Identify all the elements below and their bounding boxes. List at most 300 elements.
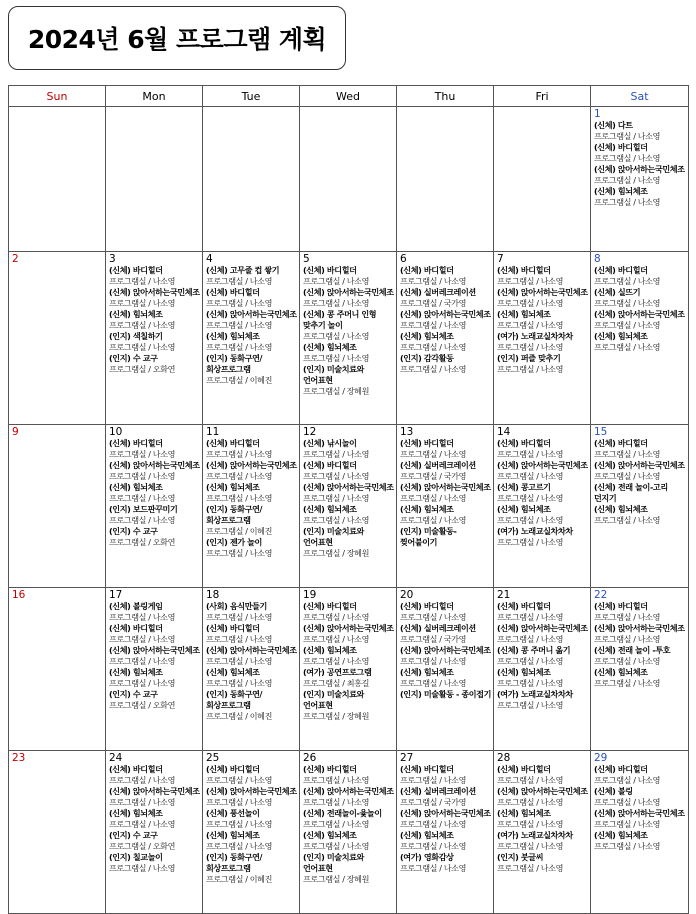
program-name: (신체) 힘뇌체조	[303, 504, 357, 514]
program-name: (인지) 보드판꾸미기	[109, 504, 178, 514]
page-title: 2024년 6월 프로그램 계획	[27, 25, 327, 54]
program-name: (인지) 수 교구	[109, 526, 158, 536]
program-room-staff: 프로그램실 / 나소영	[303, 819, 370, 829]
day-cell	[106, 425, 203, 588]
program-name: (신체) 앉아서하는국민체조	[109, 460, 200, 470]
program-name: (신체) 힘뇌체조	[400, 331, 454, 341]
program-name: (신체) 앉아서하는국민체조	[109, 287, 200, 297]
day-number: 6	[400, 253, 407, 265]
program-name: (인지) 동화구연/회상프로그램	[206, 852, 263, 873]
program-room-staff: 프로그램실 / 나소영	[206, 678, 273, 688]
day-number: 23	[12, 752, 26, 764]
day-cell	[300, 751, 397, 914]
program-name: (신체) 힘뇌체조	[497, 667, 551, 677]
week-row	[9, 588, 689, 751]
day-cell	[106, 588, 203, 751]
program-room-staff: 프로그램실 / 나소영	[594, 197, 661, 207]
program-room-staff: 프로그램실 / 이혜진	[206, 526, 273, 536]
program-name: (신체) 고무줄 컵 쌓기	[206, 265, 280, 275]
program-name: (여가) 노래교실차차차	[497, 830, 573, 840]
program-room-staff: 프로그램실 / 나소영	[594, 797, 661, 807]
program-room-staff: 프로그램실 / 나소영	[497, 276, 564, 286]
program-name: (신체) 앉아서하는국민체조	[594, 808, 685, 818]
program-room-staff: 프로그램실 / 장혜원	[303, 874, 370, 884]
program-room-staff: 프로그램실 / 나소영	[400, 449, 467, 459]
program-room-staff: 프로그램실 / 나소영	[497, 678, 564, 688]
program-name: (신체) 힘뇌체조	[206, 482, 260, 492]
program-name: (인지) 감각활동	[400, 353, 454, 363]
day-number: 5	[303, 253, 310, 265]
program-name: (인지) 칠교놀이	[109, 852, 163, 862]
program-name: (신체) 바디힐더	[594, 438, 648, 448]
program-name: (신체) 앉아서하는국민체조	[497, 623, 588, 633]
program-room-staff: 프로그램실 / 나소영	[109, 634, 176, 644]
day-number: 1	[594, 108, 601, 120]
program-room-staff: 프로그램실 / 나소영	[497, 841, 564, 851]
program-name: (신체) 전래놀이-윷놀이	[303, 808, 382, 818]
day-cell	[300, 107, 397, 252]
program-name: (신체) 바디힐더	[400, 265, 454, 275]
program-room-staff: 프로그램실 / 국가영	[400, 634, 467, 644]
program-room-staff: 프로그램실 / 나소영	[206, 775, 273, 785]
day-number: 3	[109, 253, 116, 265]
program-room-staff: 프로그램실 / 나소영	[109, 656, 176, 666]
program-name: (신체) 힘뇌체조	[303, 830, 357, 840]
program-name: (신체) 실버레크레이션	[400, 287, 476, 297]
program-name: (신체) 전래 놀이-고리 던지기	[594, 482, 668, 503]
weekday-header-tue: Tue	[203, 86, 300, 107]
program-room-staff: 프로그램실 / 나소영	[109, 342, 176, 352]
day-number: 11	[206, 426, 220, 438]
program-name: (신체) 바디힐더	[594, 764, 648, 774]
program-room-staff: 프로그램실 / 나소영	[303, 331, 370, 341]
program-name: (신체) 바디힐더	[594, 601, 648, 611]
program-name: (신체) 바디힐더	[497, 438, 551, 448]
day-cell	[300, 588, 397, 751]
day-cell	[397, 107, 494, 252]
program-room-staff: 프로그램실 / 나소영	[303, 493, 370, 503]
program-name: (신체) 실버레크레이션	[400, 623, 476, 633]
day-number: 25	[206, 752, 220, 764]
program-room-staff: 프로그램실 / 나소영	[497, 537, 564, 547]
program-name: (신체) 바디힐더	[303, 764, 357, 774]
program-room-staff: 프로그램실 / 국가영	[400, 797, 467, 807]
day-cell	[591, 252, 689, 425]
program-room-staff: 프로그램실 / 나소영	[594, 515, 661, 525]
program-room-staff: 프로그램실 / 나소영	[400, 364, 467, 374]
program-room-staff: 프로그램실 / 나소영	[400, 515, 467, 525]
program-room-staff: 프로그램실 / 오화연	[109, 841, 176, 851]
program-room-staff: 프로그램실 / 나소영	[497, 819, 564, 829]
program-room-staff: 프로그램실 / 나소영	[206, 342, 273, 352]
program-name: (신체) 앉아서하는국민체조	[109, 786, 200, 796]
program-name: (신체) 힘뇌체조	[594, 830, 648, 840]
program-name: (신체) 앉아서하는국민체조	[497, 287, 588, 297]
day-number: 18	[206, 589, 220, 601]
calendar-table	[8, 85, 689, 914]
program-name: (신체) 바디힐더	[206, 764, 260, 774]
program-name: (인지) 동화구연/회상프로그램	[206, 689, 263, 710]
program-room-staff: 프로그램실 / 나소영	[594, 678, 661, 688]
day-number: 2	[12, 253, 19, 265]
program-room-staff: 프로그램실 / 나소영	[303, 612, 370, 622]
program-name: (신체) 콩 주머니 인형 맞추기 놀이	[303, 309, 377, 330]
day-cell	[300, 425, 397, 588]
program-name: (여가) 공연프로그램	[303, 667, 372, 677]
program-room-staff: 프로그램실 / 나소영	[497, 364, 564, 374]
program-room-staff: 프로그램실 / 나소영	[109, 515, 176, 525]
program-room-staff: 프로그램실 / 나소영	[109, 471, 176, 481]
program-name: (신체) 앉아서하는국민체조	[303, 287, 394, 297]
program-room-staff: 프로그램실 / 나소영	[400, 678, 467, 688]
program-room-staff: 프로그램실 / 나소영	[109, 863, 176, 873]
program-room-staff: 프로그램실 / 나소영	[303, 449, 370, 459]
program-name: (신체) 볼링	[594, 786, 633, 796]
program-room-staff: 프로그램실 / 오화연	[109, 537, 176, 547]
day-cell	[397, 751, 494, 914]
day-cell	[591, 425, 689, 588]
day-cell	[203, 751, 300, 914]
program-room-staff: 프로그램실 / 나소영	[109, 819, 176, 829]
program-room-staff: 프로그램실 / 나소영	[594, 175, 661, 185]
day-number: 28	[497, 752, 511, 764]
program-room-staff: 프로그램실 / 나소영	[206, 819, 273, 829]
program-name: (신체) 힘뇌체조	[594, 186, 648, 196]
program-room-staff: 프로그램실 / 나소영	[594, 153, 661, 163]
program-room-staff: 프로그램실 / 나소영	[109, 276, 176, 286]
program-name: (인지) 미술치료와 언어표현	[303, 364, 364, 385]
day-cell	[9, 252, 106, 425]
program-room-staff: 프로그램실 / 나소영	[109, 797, 176, 807]
program-name: (신체) 바디힐더	[497, 601, 551, 611]
program-room-staff: 프로그램실 / 나소영	[206, 548, 273, 558]
program-room-staff: 프로그램실 / 나소영	[497, 700, 564, 710]
program-name: (신체) 앉아서하는국민체조	[594, 623, 685, 633]
day-cell	[397, 588, 494, 751]
program-name: (신체) 바디힐더	[594, 265, 648, 275]
program-room-staff: 프로그램실 / 나소영	[497, 493, 564, 503]
day-cell	[106, 107, 203, 252]
program-name: (신체) 힘뇌체조	[400, 830, 454, 840]
program-name: (신체) 힘뇌체조	[594, 504, 648, 514]
program-name: (신체) 힘뇌체조	[594, 667, 648, 677]
week-row	[9, 107, 689, 252]
program-room-staff: 프로그램실 / 나소영	[594, 819, 661, 829]
program-name: (신체) 다트	[594, 120, 633, 130]
program-room-staff: 프로그램실 / 나소영	[206, 493, 273, 503]
program-name: (신체) 바디힐더	[497, 265, 551, 275]
program-name: (신체) 바디힐더	[594, 142, 648, 152]
program-name: (신체) 앉아서하는국민체조	[594, 164, 685, 174]
program-room-staff: 프로그램실 / 나소영	[594, 775, 661, 785]
day-cell	[591, 107, 689, 252]
program-room-staff: 프로그램실 / 나소영	[497, 515, 564, 525]
program-room-staff: 프로그램실 / 장혜원	[303, 386, 370, 396]
program-room-staff: 프로그램실 / 나소영	[206, 276, 273, 286]
day-cell	[9, 751, 106, 914]
day-number: 17	[109, 589, 123, 601]
program-room-staff: 프로그램실 / 나소영	[303, 656, 370, 666]
program-name: (신체) 앉아서하는국민체조	[594, 460, 685, 470]
day-cell	[9, 107, 106, 252]
program-name: (신체) 바디힐더	[497, 764, 551, 774]
program-name: (신체) 앉아서하는국민체조	[206, 460, 297, 470]
program-name: (인지) 수 교구	[109, 689, 158, 699]
day-cell	[300, 252, 397, 425]
day-number: 4	[206, 253, 213, 265]
program-name: (신체) 힘뇌체조	[497, 808, 551, 818]
day-cell	[591, 751, 689, 914]
program-name: (신체) 실버레크레이션	[400, 460, 476, 470]
program-name: (신체) 앉아서하는국민체조	[594, 309, 685, 319]
program-name: (신체) 힘뇌체조	[594, 331, 648, 341]
program-room-staff: 프로그램실 / 오화연	[109, 364, 176, 374]
program-room-staff: 프로그램실 / 나소영	[594, 131, 661, 141]
week-row	[9, 252, 689, 425]
program-name: (신체) 힘뇌체조	[109, 667, 163, 677]
program-room-staff: 프로그램실 / 나소영	[206, 612, 273, 622]
program-name: (신체) 바디힐더	[109, 764, 163, 774]
program-room-staff: 프로그램실 / 나소영	[109, 493, 176, 503]
program-room-staff: 프로그램실 / 나소영	[109, 678, 176, 688]
program-room-staff: 프로그램실 / 이혜진	[206, 375, 273, 385]
program-room-staff: 프로그램실 / 나소영	[400, 276, 467, 286]
program-name: (신체) 앉아서하는국민체조	[400, 808, 491, 818]
day-cell	[9, 425, 106, 588]
program-name: (신체) 힘뇌체조	[497, 309, 551, 319]
program-name: (신체) 앉아서하는국민체조	[303, 482, 394, 492]
day-cell	[203, 252, 300, 425]
day-number: 13	[400, 426, 414, 438]
day-cell	[494, 751, 591, 914]
weekday-header-fri: Fri	[494, 86, 591, 107]
day-number: 29	[594, 752, 608, 764]
program-room-staff: 프로그램실 / 나소영	[594, 612, 661, 622]
program-name: (신체) 바디힐더	[206, 623, 260, 633]
program-room-staff: 프로그램실 / 나소영	[206, 449, 273, 459]
program-name: (신체) 실버레크레이션	[400, 786, 476, 796]
program-name: (신체) 바디힐더	[109, 265, 163, 275]
program-room-staff: 프로그램실 / 나소영	[594, 449, 661, 459]
day-number: 22	[594, 589, 608, 601]
day-cell	[494, 252, 591, 425]
program-room-staff: 프로그램실 / 오화연	[109, 700, 176, 710]
program-room-staff: 프로그램실 / 나소영	[594, 276, 661, 286]
program-room-staff: 프로그램실 / 이혜진	[206, 711, 273, 721]
program-name: (인지) 미술치료와 언어표현	[303, 526, 364, 547]
program-room-staff: 프로그램실 / 나소영	[303, 515, 370, 525]
day-cell	[591, 588, 689, 751]
program-room-staff: 프로그램실 / 이혜진	[206, 874, 273, 884]
program-room-staff: 프로그램실 / 나소영	[594, 320, 661, 330]
program-name: (인지) 수 교구	[109, 830, 158, 840]
program-room-staff: 프로그램실 / 나소영	[400, 656, 467, 666]
program-room-staff: 프로그램실 / 나소영	[109, 612, 176, 622]
program-name: (신체) 바디힐더	[206, 438, 260, 448]
program-room-staff: 프로그램실 / 나소영	[594, 656, 661, 666]
day-cell	[494, 107, 591, 252]
program-room-staff: 프로그램실 / 나소영	[400, 342, 467, 352]
program-name: (신체) 앉아서하는국민체조	[303, 786, 394, 796]
weekday-header-sat: Sat	[591, 86, 689, 107]
program-name: (신체) 바디힐더	[206, 287, 260, 297]
program-name: (신체) 앉아서하는국민체조	[109, 645, 200, 655]
day-number: 20	[400, 589, 414, 601]
program-name: (신체) 힘뇌체조	[109, 309, 163, 319]
program-name: (여가) 노래교실차차차	[497, 689, 573, 699]
program-name: (신체) 앉아서하는국민체조	[206, 309, 297, 319]
program-room-staff: 프로그램실 / 장혜원	[303, 548, 370, 558]
program-room-staff: 프로그램실 / 나소영	[497, 471, 564, 481]
program-room-staff: 프로그램실 / 나소영	[594, 841, 661, 851]
program-room-staff: 프로그램실 / 나소영	[497, 775, 564, 785]
program-name: (여가) 노래교실차차차	[497, 526, 573, 536]
program-name: (신체) 힘뇌체조	[206, 667, 260, 677]
day-number: 16	[12, 589, 26, 601]
program-name: (신체) 바디힐더	[109, 438, 163, 448]
program-room-staff: 프로그램실 / 나소영	[303, 797, 370, 807]
program-name: (인지) 미술치료와 언어표현	[303, 689, 364, 710]
day-number: 8	[594, 253, 601, 265]
day-number: 7	[497, 253, 504, 265]
day-cell	[494, 588, 591, 751]
weekday-header-wed: Wed	[300, 86, 397, 107]
program-name: (신체) 바디힐더	[303, 460, 357, 470]
program-name: (신체) 힘뇌체조	[303, 342, 357, 352]
title-box	[8, 6, 346, 70]
program-name: (사회) 음식만들기	[206, 601, 267, 611]
day-cell	[397, 425, 494, 588]
program-room-staff: 프로그램실 / 나소영	[497, 797, 564, 807]
program-room-staff: 프로그램실 / 나소영	[303, 634, 370, 644]
program-name: (신체) 바디힐더	[400, 764, 454, 774]
program-name: (신체) 힘뇌체조	[206, 331, 260, 341]
program-room-staff: 프로그램실 / 나소영	[109, 775, 176, 785]
week-row	[9, 425, 689, 588]
day-number: 19	[303, 589, 317, 601]
day-number: 12	[303, 426, 317, 438]
program-name: (인지) 미술활동 - 종이접기	[400, 689, 491, 699]
program-room-staff: 프로그램실 / 나소영	[497, 656, 564, 666]
day-number: 15	[594, 426, 608, 438]
day-number: 10	[109, 426, 123, 438]
program-name: (신체) 힘뇌체조	[206, 830, 260, 840]
day-number: 9	[12, 426, 19, 438]
program-name: (인지) 동화구연/회상프로그램	[206, 504, 263, 525]
program-name: (신체) 힘뇌체조	[303, 645, 357, 655]
day-number: 27	[400, 752, 414, 764]
program-room-staff: 프로그램실 / 나소영	[400, 612, 467, 622]
program-name: (신체) 바디힐더	[109, 623, 163, 633]
program-name: (여가) 노래교실차차차	[497, 331, 573, 341]
program-room-staff: 프로그램실 / 나소영	[303, 298, 370, 308]
program-name: (신체) 힘뇌체조	[109, 482, 163, 492]
week-row	[9, 751, 689, 914]
program-name: (인지) 색칠하기	[109, 331, 163, 341]
program-name: (신체) 앉아서하는국민체조	[400, 309, 491, 319]
program-room-staff: 프로그램실 / 나소영	[594, 471, 661, 481]
program-room-staff: 프로그램실 / 나소영	[594, 298, 661, 308]
program-room-staff: 프로그램실 / 나소영	[497, 612, 564, 622]
program-room-staff: 프로그램실 / 나소영	[109, 298, 176, 308]
program-name: (신체) 힘뇌체조	[109, 808, 163, 818]
program-name: (신체) 힘뇌체조	[400, 504, 454, 514]
program-room-staff: 프로그램실 / 나소영	[400, 863, 467, 873]
program-name: (신체) 앉아서하는국민체조	[497, 786, 588, 796]
program-room-staff: 프로그램실 / 국가영	[400, 298, 467, 308]
weekday-header-sun: Sun	[9, 86, 106, 107]
program-room-staff: 프로그램실 / 나소영	[303, 841, 370, 851]
day-cell	[203, 588, 300, 751]
program-room-staff: 프로그램실 / 나소영	[497, 342, 564, 352]
program-name: (인지) 붓글씨	[497, 852, 544, 862]
program-name: (신체) 힘뇌체조	[497, 504, 551, 514]
program-name: (신체) 바디힐더	[400, 438, 454, 448]
day-number: 21	[497, 589, 511, 601]
program-name: (신체) 앉아서하는국민체조	[303, 623, 394, 633]
program-name: (신체) 앉아서하는국민체조	[400, 645, 491, 655]
program-name: (신체) 바디힐더	[400, 601, 454, 611]
day-number: 14	[497, 426, 511, 438]
program-room-staff: 프로그램실 / 나소영	[206, 320, 273, 330]
program-room-staff: 프로그램실 / 나소영	[497, 298, 564, 308]
program-room-staff: 프로그램실 / 나소영	[109, 320, 176, 330]
day-cell	[9, 588, 106, 751]
program-room-staff: 프로그램실 / 나소영	[400, 775, 467, 785]
program-name: (신체) 앉아서하는국민체조	[400, 482, 491, 492]
day-cell	[203, 107, 300, 252]
weekday-header-row	[9, 86, 689, 107]
day-cell	[106, 252, 203, 425]
program-name: (신체) 힘뇌체조	[400, 667, 454, 677]
program-room-staff: 프로그램실 / 나소영	[206, 298, 273, 308]
day-cell	[106, 751, 203, 914]
day-cell	[494, 425, 591, 588]
program-room-staff: 프로그램실 / 나소영	[400, 841, 467, 851]
program-room-staff: 프로그램실 / 나소영	[497, 320, 564, 330]
program-room-staff: 프로그램실 / 나소영	[303, 353, 370, 363]
program-name: (인지) 퍼즐 맞추기	[497, 353, 561, 363]
program-room-staff: 프로그램실 / 나소영	[400, 320, 467, 330]
program-room-staff: 프로그램실 / 나소영	[303, 471, 370, 481]
program-room-staff: 프로그램실 / 나소영	[303, 775, 370, 785]
program-name: (신체) 바디힐더	[303, 265, 357, 275]
weekday-header-thu: Thu	[397, 86, 494, 107]
program-room-staff: 프로그램실 / 나소영	[206, 841, 273, 851]
program-room-staff: 프로그램실 / 나소영	[206, 471, 273, 481]
program-name: (신체) 앉아서하는국민체조	[206, 786, 297, 796]
program-room-staff: 프로그램실 / 나소영	[400, 819, 467, 829]
program-room-staff: 프로그램실 / 나소영	[109, 449, 176, 459]
program-name: (신체) 실뜨기	[594, 287, 641, 297]
program-name: (신체) 앉아서하는국민체조	[206, 645, 297, 655]
program-name: (인지) 미술활동-찢어붙이기	[400, 526, 457, 547]
program-name: (신체) 풍선놀이	[206, 808, 260, 818]
program-name: (인지) 미술치료와 언어표현	[303, 852, 364, 873]
program-room-staff: 프로그램실 / 나소영	[206, 797, 273, 807]
program-room-staff: 프로그램실 / 장혜원	[303, 711, 370, 721]
program-room-staff: 프로그램실 / 나소영	[594, 342, 661, 352]
program-name: (인지) 젠가 놀이	[206, 537, 262, 547]
program-room-staff: 프로그램실 / 나소영	[400, 493, 467, 503]
program-room-staff: 프로그램실 / 국가영	[400, 471, 467, 481]
day-cell	[397, 252, 494, 425]
program-name: (신체) 전래 놀이 -투호	[594, 645, 671, 655]
program-name: (신체) 콩 주머니 옮기	[497, 645, 571, 655]
program-name: (신체) 낚시놀이	[303, 438, 357, 448]
program-room-staff: 프로그램실 / 나소영	[303, 276, 370, 286]
calendar-body	[9, 107, 689, 914]
